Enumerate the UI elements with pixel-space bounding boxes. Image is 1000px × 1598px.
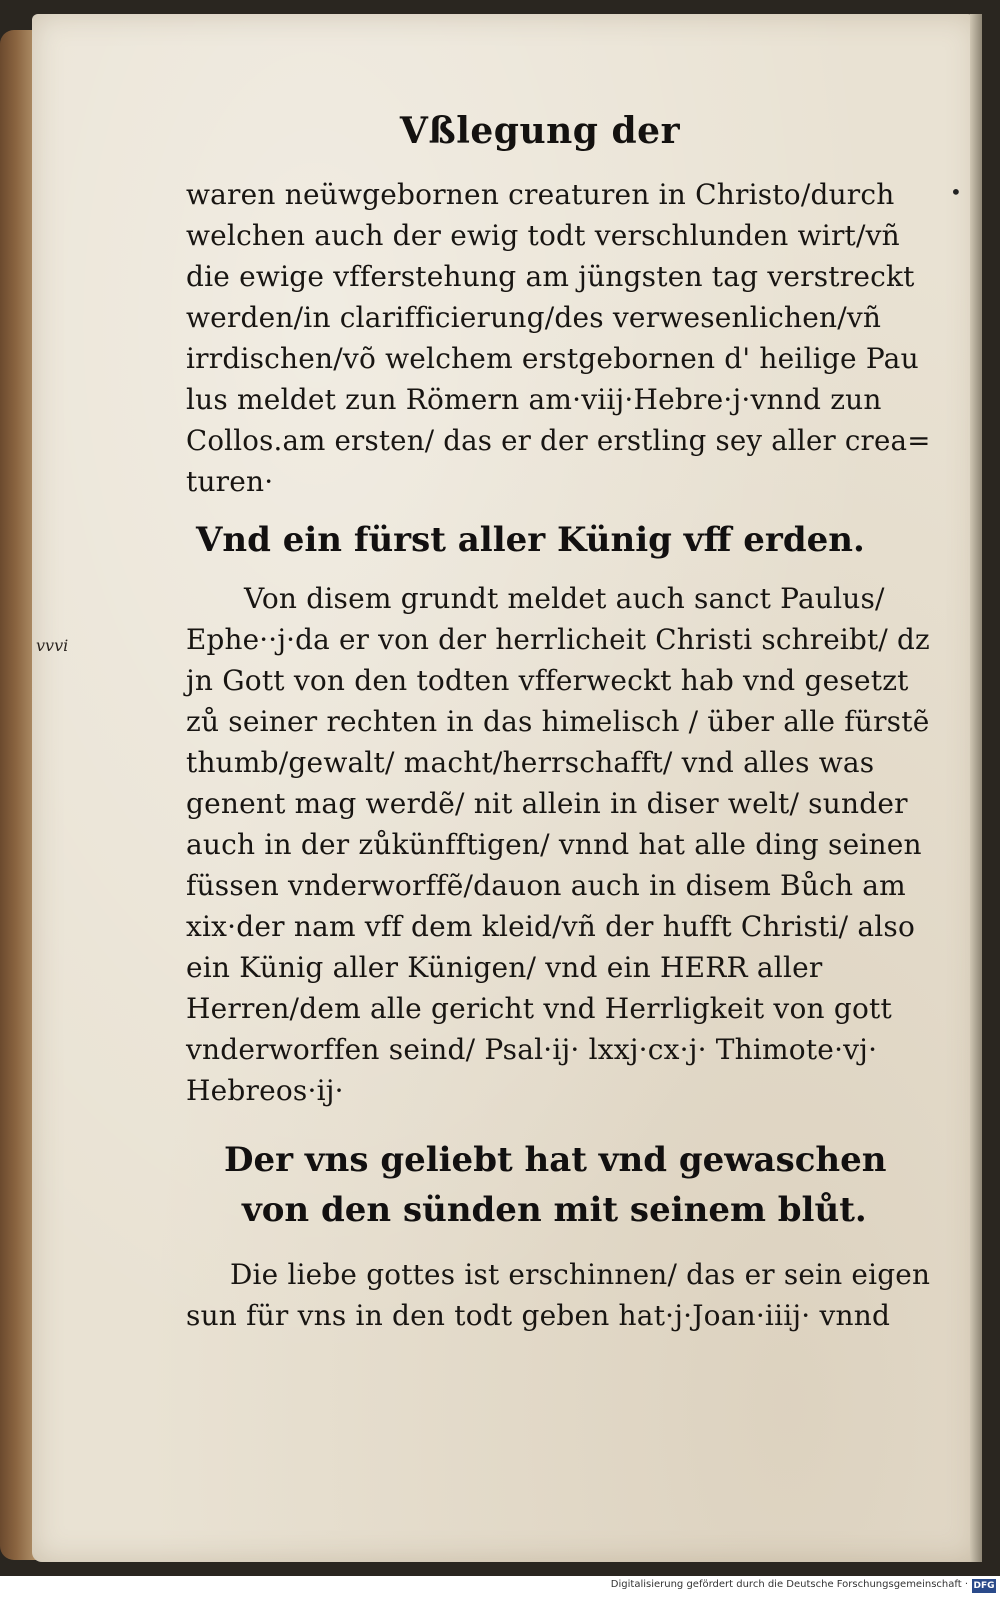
dfg-logo: DFG: [973, 1581, 995, 1591]
text-line: vnderworffen seind/ Psal·ij· lxxj·cx·j· Thimote·vj·: [186, 1033, 878, 1066]
text-line: Die liebe gottes ist erschinnen/ das er sein eigen: [230, 1258, 931, 1291]
running-head: Vßlegung der: [399, 110, 681, 152]
text-line: Herren/dem alle gericht vnd Herrligkeit von gott: [186, 992, 892, 1025]
text-line: die ewige vfferstehung am jüngsten tag verstreckt: [186, 260, 915, 293]
text-line: Collos.am ersten/ das er der erstling sey aller crea=: [186, 424, 931, 457]
page-edge: [970, 14, 982, 1562]
text-line: waren neüwgebornen creaturen in Christo/durch: [186, 178, 895, 211]
text-line: füssen vnderworffẽ/dauon auch in disem Bůch am: [186, 869, 906, 902]
text-line: auch in der zůkünfftigen/ vnnd hat alle ding seinen: [186, 828, 922, 861]
text-line: jn Gott von den todten vfferweckt hab vnd gesetzt: [186, 664, 909, 697]
text-line: xix·der nam vff dem kleid/vñ der hufft Christi/ also: [186, 910, 916, 943]
text-line: werden/in clarifficierung/des verwesenlichen/vñ: [186, 301, 882, 334]
margin-dot: •: [950, 180, 962, 204]
text-line: irrdischen/võ welchem erstgebornen d' heilige Pau: [186, 342, 919, 375]
text-line: welchen auch der ewig todt verschlunden wirt/vñ: [186, 219, 900, 252]
text-line: turen·: [186, 465, 274, 498]
text-line: genent mag werdẽ/ nit allein in diser welt/ sunder: [186, 787, 908, 820]
text-line: Hebreos·ij·: [186, 1074, 344, 1107]
subheading-line: von den sünden mit seinem blůt.: [242, 1190, 867, 1230]
text-line: Ephe··j·da er von der herrlicheit Christi schreibt/ dz: [186, 623, 930, 656]
subheading-line: Der vns geliebt hat vnd gewaschen: [224, 1140, 887, 1180]
text-line: Von disem grundt meldet auch sanct Paulus/: [244, 582, 885, 615]
text-line: zů seiner rechten in das himelisch / über alle fürstẽ: [186, 705, 930, 738]
text-line: thumb/gewalt/ macht/herrschafft/ vnd alles was: [186, 746, 875, 779]
footer-credit: Digitalisierung gefördert durch die Deutsche Forschungsgemeinschaft ·: [610, 1579, 968, 1590]
text-line: sun für vns in den todt geben hat·j·Joan·iiij· vnnd: [186, 1299, 891, 1332]
footer-bar: [0, 1576, 1000, 1598]
text-line: lus meldet zun Römern am·viij·Hebre·j·vnnd zun: [186, 383, 882, 416]
text-line: ein Künig aller Künigen/ vnd ein HERR aller: [186, 951, 823, 984]
margin-note: vvvi: [36, 636, 69, 655]
subheading-1: Vnd ein fürst aller Künig vff erden.: [196, 520, 865, 560]
